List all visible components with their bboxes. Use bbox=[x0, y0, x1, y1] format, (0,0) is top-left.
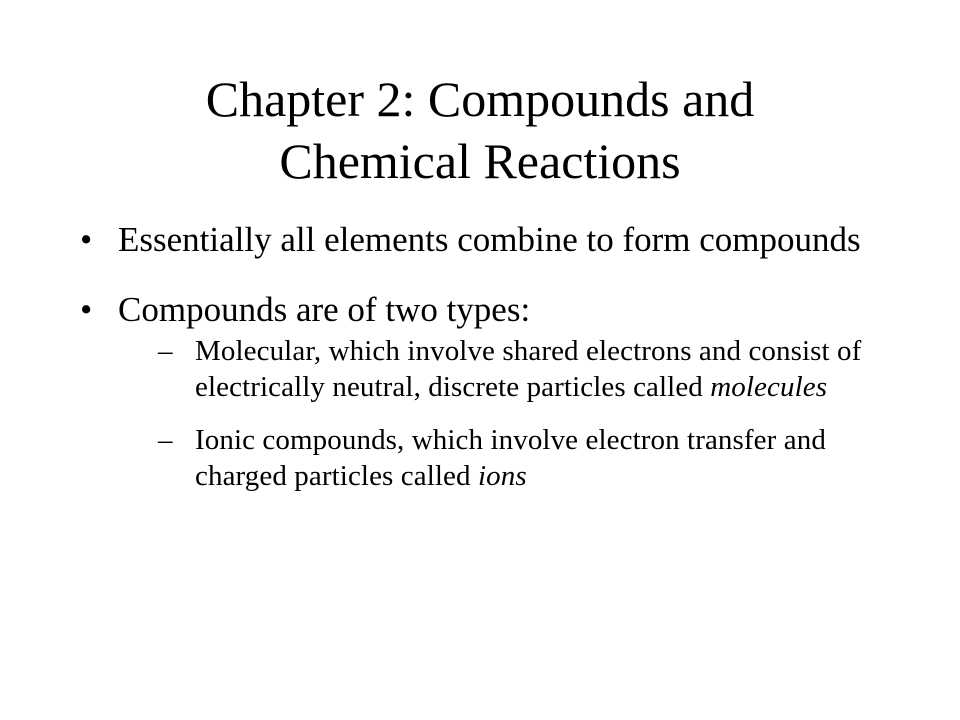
bullet-item bbox=[80, 288, 920, 494]
sub-bullet-text: Molecular, which involve shared electrons and consist of electrically neutral, discrete particles called bbox=[195, 335, 862, 403]
sub-bullet-item bbox=[158, 333, 920, 405]
sub-bullet-list bbox=[118, 333, 920, 494]
bullet-marker: • bbox=[80, 290, 93, 329]
bullet-item bbox=[80, 218, 920, 261]
bullet-text: Essentially all elements combine to form compounds bbox=[118, 220, 861, 259]
title-line-1: Chapter 2: Compounds and bbox=[205, 71, 755, 127]
sub-bullet-emphasis: molecules bbox=[710, 371, 828, 403]
bullet-list bbox=[80, 218, 920, 521]
sub-bullet-marker: – bbox=[158, 335, 173, 367]
bullet-marker: • bbox=[80, 220, 93, 259]
sub-bullet-text: Ionic compounds, which involve electron transfer and charged particles called bbox=[195, 424, 826, 492]
title-line-2: Chemical Reactions bbox=[279, 133, 681, 189]
sub-bullet-item bbox=[158, 422, 920, 494]
bullet-text: Compounds are of two types: bbox=[118, 290, 531, 329]
sub-bullet-emphasis: ions bbox=[477, 460, 527, 492]
slide-title bbox=[0, 68, 960, 192]
sub-bullet-marker: – bbox=[158, 424, 173, 456]
